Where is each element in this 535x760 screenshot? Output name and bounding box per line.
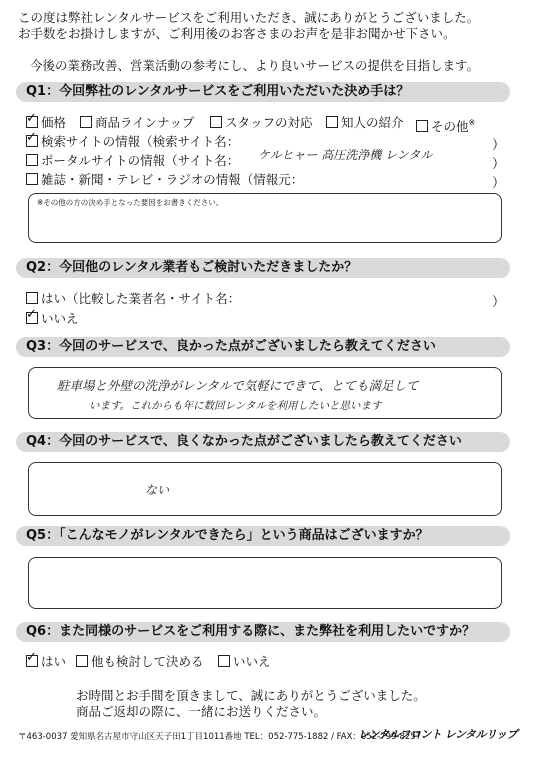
q3-answer-box[interactable] [28,367,502,419]
q1-option-friend[interactable] [326,115,404,131]
q6-consider-label: 他も検討して決める [91,654,204,669]
q1-other-reason-box[interactable] [28,193,502,243]
q1-other-checkbox[interactable] [416,120,428,132]
q2-no-checkbox[interactable] [26,307,38,324]
footer-address: 〒463-0037 愛知県名古屋市守山区天子田1丁目1011番地 TEL：052-775-1882 / FAX：052-799-8257 [18,732,422,742]
q6-option-no[interactable] [218,654,271,670]
q6-no-label: いいえ [233,654,271,669]
q1-header: Q1：今回弊社のレンタルサービスをご利用いただいた決め手は？ [16,82,510,102]
q6-header: Q6：また同様のサービスをご利用する際に、また弊社を利用したいですか？ [16,622,510,642]
brand-logo: レンタルフロント レンタルリップ [358,728,517,741]
q1-option-media[interactable] [26,172,303,188]
q3-answer-line-2: います。これからも年に数回レンタルを利用したいと思います [89,400,382,412]
q1-search-close-paren: ） [492,138,506,153]
q1-lineup-checkbox[interactable] [80,116,92,128]
q1-lineup-label: 商品ラインナップ [95,115,195,130]
q2-option-yes[interactable] [26,291,240,307]
q1-staff-checkbox[interactable] [210,116,222,128]
q1-friend-checkbox[interactable] [326,116,338,128]
q1-price-checkbox[interactable] [26,111,38,128]
q6-yes-label: はい [41,654,67,669]
q2-no-label: いいえ [41,311,79,326]
q6-option-yes[interactable] [26,650,67,670]
q1-price-label: 価格 [41,115,67,130]
q1-media-label: 雑誌・新聞・テレビ・ラジオの情報（情報元： [41,172,304,187]
q6-option-consider[interactable] [76,654,204,670]
q1-option-other[interactable] [416,115,475,135]
intro-line-3: 今後の業務改善、営業活動の参考にし、より良いサービスの提供を目指します。 [30,58,480,73]
q1-portal-close-paren: ） [492,157,506,172]
q3-answer-line-1: 駐車場と外壁の洗浄がレンタルで気軽にできて、とても満足して [57,378,419,393]
q1-search-answer: ケルヒャー 高圧洗浄機 レンタル [258,148,433,162]
q1-other-label: その他 [431,119,469,134]
q4-answer: ない [145,483,170,497]
q1-staff-label: スタッフの対応 [225,115,313,130]
q1-portal-label: ポータルサイトの情報（サイト名： [41,153,240,168]
q6-no-checkbox[interactable] [218,655,230,667]
q1-media-close-paren: ） [492,176,506,191]
q1-option-portal[interactable] [26,153,239,169]
check-mark-icon: ✓ [26,130,37,145]
q1-box-note: ※その他の方の決め手となった要因をお書きください。 [37,198,224,207]
q2-header: Q2：今回他のレンタル業者もご検討いただきましたか？ [16,258,510,278]
intro-line-2: お手数をお掛けしますが、ご利用後のお客さまのお声を是非お聞かせ下さい。 [18,26,456,41]
q1-other-note-mark: ※ [468,118,476,127]
closing-line-1: お時間とお手間を頂きまして、誠にありがとうございました。 [76,688,426,703]
q2-close-paren: ） [492,295,506,310]
q2-option-no[interactable] [26,307,79,327]
q4-answer-box[interactable] [28,462,502,516]
q1-portal-checkbox[interactable] [26,154,38,166]
q1-option-lineup[interactable] [80,115,194,131]
check-mark-icon: ✓ [26,111,37,126]
q1-option-staff[interactable] [210,115,313,131]
q3-header: Q3：今回のサービスで、良かった点がございましたら教えてください [16,337,510,357]
q1-option-search[interactable] [26,130,240,150]
closing-line-2: 商品ご返却の際に、一緒にお送りください。 [76,704,327,719]
q6-consider-checkbox[interactable] [76,655,88,667]
q2-yes-label: はい（比較した業者名・サイト名： [41,291,241,306]
q1-option-price[interactable] [26,111,67,131]
q1-search-checkbox[interactable] [26,130,38,147]
q5-answer-box[interactable] [28,557,502,609]
intro-line-1: この度は弊社レンタルサービスをご利用いただき、誠にありがとうございました。 [18,10,480,25]
q4-header: Q4：今回のサービスで、良くなかった点がございましたら教えてください [16,432,510,452]
q1-search-label: 検索サイトの情報（検索サイト名： [41,134,240,149]
q6-yes-checkbox[interactable] [26,650,38,667]
q1-media-checkbox[interactable] [26,173,38,185]
q2-yes-checkbox[interactable] [26,292,38,304]
q1-friend-label: 知人の紹介 [341,115,404,130]
q5-header: Q5：「こんなモノがレンタルできたら」という商品はございますか？ [16,526,510,546]
check-mark-icon: ✓ [26,307,37,322]
check-mark-icon: ✓ [26,650,37,665]
